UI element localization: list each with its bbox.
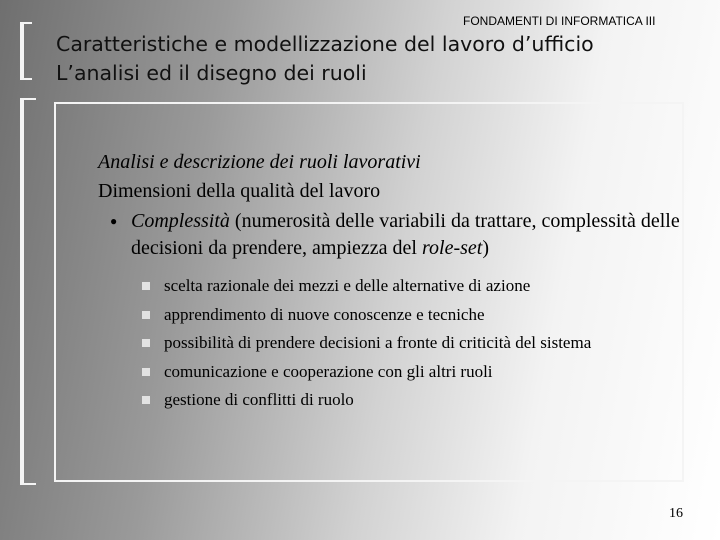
title-line-2: L’analisi ed il disegno dei ruoli	[56, 61, 367, 85]
subtopic-complexity	[98, 208, 688, 262]
subtopic-complexity-text	[131, 210, 680, 259]
square-bullet-icon	[142, 396, 150, 404]
term-complexity: Complessità	[131, 210, 230, 232]
complexity-close: )	[482, 237, 489, 259]
panel-bracket-decoration	[20, 98, 36, 485]
topic-quality-dimensions: Dimensioni della qualità del lavoro	[98, 180, 381, 202]
term-role-set: role-set	[421, 237, 483, 259]
list-item: scelta razionale dei mezzi e delle alternative di azione	[142, 272, 688, 301]
title-line-1: Caratteristiche e modellizzazione del lavoro d’ufficio	[56, 32, 594, 56]
complexity-description: (numerosità delle variabili da trattare, complessità delle decisioni da prendere, ampiezza del	[131, 210, 680, 259]
square-bullet-icon	[142, 311, 150, 319]
list-item: possibilità di prendere decisioni a fronte di criticità del sistema	[142, 329, 688, 358]
page-number: 16	[669, 506, 683, 521]
square-bullet-icon	[142, 368, 150, 376]
complexity-points-list	[98, 272, 688, 415]
list-item: apprendimento di nuove conoscenze e tecniche	[142, 301, 688, 330]
title-bracket-decoration	[20, 22, 32, 80]
course-header: FONDAMENTI DI INFORMATICA III	[463, 14, 656, 28]
round-bullet-icon: ●	[110, 214, 118, 228]
list-item: gestione di conflitti di ruolo	[142, 386, 688, 415]
square-bullet-icon	[142, 339, 150, 347]
topic-analysis: Analisi e descrizione dei ruoli lavorativi	[98, 151, 421, 173]
slide-content	[98, 148, 688, 415]
list-item: comunicazione e cooperazione con gli altri ruoli	[142, 358, 688, 387]
slide-title	[56, 30, 594, 88]
square-bullet-icon	[142, 282, 150, 290]
